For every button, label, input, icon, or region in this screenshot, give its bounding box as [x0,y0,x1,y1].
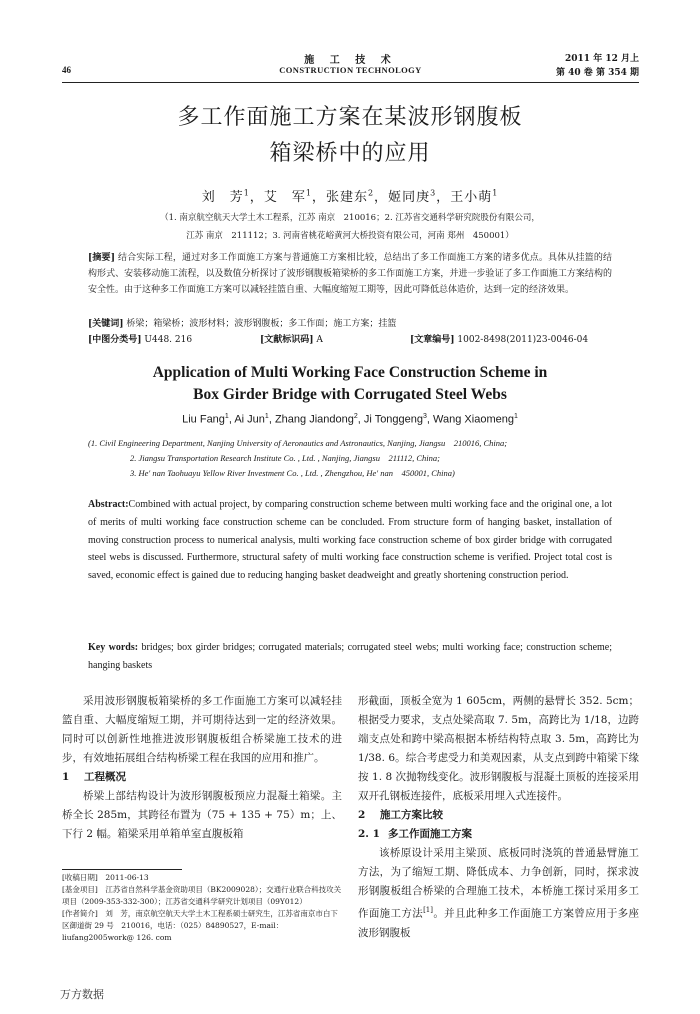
section-title: 工程概况 [84,771,126,783]
section-title: 施工方案比较 [380,809,443,821]
article-label: [文章编号] [410,335,455,345]
author-cn: 张建东 [325,190,368,205]
section-1-heading [62,768,342,787]
section-2-heading [358,806,639,825]
author-en: Zhang Jiandong [274,413,354,426]
doc-label: [文献标识码] [260,335,314,345]
affiliation-cn-line-2: 江苏 南京 211112；3. 河南省桃花峪黄河大桥投资有限公司，河南 郑州 450001） [186,231,514,241]
affiliation-en-line-1: (1. Civil Engineering Department, Nanjing University of Aeronautics and Astronautics, Nanjing, Jiangsu 210016, China; [88,438,508,448]
author-separator: ， [311,190,326,205]
section-2-1-heading [358,825,639,844]
author-affil-mark: 1 [224,413,229,420]
abstract-en-text: Combined with actual project, by comparing construction scheme between multi working face and the original one, a lot of merits of multi working face construction scheme can be concluded. From structure form of hanging basket, installation of moving construction process to numerical analysis, multi working face construction scheme of box girder bridge with corrugated steel webs is discussed. Furthermore, structural safety of multi working face construction scheme is verified. Project total cost is saved, economic effect is gained due to reducing hanging basket deadweight and greatly shortening construction period. [88,499,612,582]
paper-title-cn [60,100,640,172]
author-cn: 姬同庚 [388,190,431,205]
keywords-cn [88,316,612,332]
author-affil-mark: 2 [367,188,375,198]
keywords-cn-text: 桥梁；箱梁桥；波形材料；波形钢腹板；多工作面；施工方案；挂篮 [126,319,397,329]
author-affil-mark: 3 [430,188,437,198]
author-affil-mark: 2 [353,413,358,420]
author-affil-mark: 1 [305,188,312,198]
journal-name-en: CONSTRUCTION TECHNOLOGY [279,65,422,75]
abstract-en [88,496,612,585]
section-number: 2 [358,809,366,821]
footnotes [62,872,342,944]
affiliation-cn-line-1: （1. 南京航空航天大学土木工程系，江苏 南京 210016；2. 江苏省交通科学研究院股份有限公司， [160,213,540,223]
author-separator: ， [374,190,389,205]
author-affil-mark: 3 [423,413,427,420]
paper-title-en [60,362,640,406]
author-affil-mark: 1 [492,188,499,198]
author-en: Ai Jun [234,413,265,426]
document-code [260,332,323,348]
keywords-en-text: bridges; box girder bridges; corrugated materials; corrugated steel webs; multi working face; construction scheme; hanging baskets [88,642,613,671]
right-paragraph-2 [358,844,639,943]
issue-date: 2011 年 12 月上 [565,54,639,64]
clc-label: [中图分类号] [88,335,142,345]
author-affil-mark: 1 [264,413,269,420]
authors-cn [60,186,640,205]
header-rule [62,82,639,83]
affiliation-en-line-3: 3. He' nan Taohuayu Yellow River Investment Co. , Ltd. , Zhengzhou, He' nan 450001, China) [130,468,455,478]
title-en-line-2: Box Girder Bridge with Corrugated Steel Webs [193,386,507,403]
author-en: Liu Fang [182,413,225,426]
intro-paragraph: 采用波形钢腹板箱梁桥的多工作面施工方案可以减轻挂篮自重、大幅度缩短工期，并可期待达到一定的经济效果。同时可以创新性地推进波形钢腹板组合桥梁施工技术的进步，有效地拓展组合结构桥梁工程在我国的应用和推广。 [62,695,342,764]
running-header [62,48,639,82]
clc-number [88,332,192,348]
body-column-left [62,692,342,844]
footnote-fund: [基金项目] 江苏省自然科学基金资助项目（BK2009028）；交通行业联合科技攻关项目（2009-353-332-300）；江苏省交通科学研究计划项目（09Y012） [62,885,342,906]
abstract-cn [88,250,612,298]
author-separator: ， [249,190,264,205]
body-column-right [358,692,639,943]
title-cn-line-1: 多工作面施工方案在某波形钢腹板 [177,105,523,130]
clc-value: U448. 216 [144,335,193,345]
section-1-paragraph: 桥梁上部结构设计为波形钢腹板预应力混凝土箱梁。主桥全长 285m，其跨径布置为（75 + 135 + 75）m；上、下行 2 幅。箱梁采用单箱单室直腹板箱 [62,790,342,840]
author-en: Wang Xiaomeng [433,413,514,426]
footnote-author: [作者简介] 刘 芳，南京航空航天大学土木工程系硕士研究生，江苏省南京市白下区御道街 29 号 210016，电话：（025）84890527，E-mail：liufang2005work@ 126. com [62,909,338,942]
watermark-wanfang: 万方数据 [60,988,104,1001]
issue-volume: 第 40 卷 第 354 期 [556,68,639,78]
title-cn-line-2: 箱梁桥中的应用 [269,141,431,166]
keywords-en-label: Key words: [88,642,139,653]
abstract-en-label: Abstract: [88,499,129,510]
author-affil-mark: 1 [243,188,250,198]
keywords-cn-label: [关键词] [88,319,124,329]
right-paragraph-2-text: 该桥原设计采用主梁顶、底板同时浇筑的普通悬臂施工方法，为了缩短工期、降低成本、力争创新，同时，探求波形钢腹板组合桥梁的合理施工技术，本桥施工探讨采用多工作面施工方法 [358,847,639,920]
keywords-en [88,639,612,675]
citation-ref[interactable]: [1] [423,906,433,914]
section-number: 2. 1 [358,828,380,840]
abstract-cn-label: [摘要] [88,253,115,263]
article-value: 1002-8498(2011)23-0046-04 [457,335,589,345]
page-number: 46 [62,65,71,75]
right-paragraph-2-tail: 。并且此种多工作面施工方案曾应用于多座波形钢腹板 [358,907,640,939]
author-separator: ， [436,190,451,205]
author-cn: 刘 芳 [201,190,244,205]
affiliation-en-line-2: 2. Jiangsu Transportation Research Institute Co. , Ltd. , Nanjing, Jiangsu 211112, China; [130,453,440,463]
author-affil-mark: 1 [513,413,518,420]
article-number [410,332,588,348]
footnote-received: [收稿日期] 2011-06-13 [62,873,149,882]
abstract-cn-text: 结合实际工程，通过对多工作面施工方案与普通施工方案相比较，总结出了多工作面施工方案的诸多优点。具体从挂篮的结构形式、安装移动施工流程，以及数值分析探讨了波形钢腹板箱梁桥的多工作面施工方案，并进一步验证了多工作面施工方案结构的安全性。由于这种多工作面施工方案可以减轻挂篮自重、大幅度缩短工期等，因此可降低总体造价，达到一定的经济效果。 [88,253,612,295]
doc-value: A [316,335,323,345]
title-en-line-1: Application of Multi Working Face Construction Scheme in [152,364,548,381]
author-cn: 王小萌 [450,190,493,205]
author-en: Ji Tonggeng [363,413,424,426]
footnote-rule [62,869,182,870]
section-number: 1 [62,771,70,783]
authors-en: Liu Fang$^1$, Ai Jun$^1$, Zhang Jiandong$^2$, Ji Tonggeng$^3$, Wang Xiaomeng$^1$ [182,413,518,426]
right-paragraph-1: 形截面，顶板全宽为 1 605cm，两侧的悬臂长 352. 5cm；根据受力要求，支点处梁高取 7. 5m，高跨比为 1/18，边跨端支点处和跨中梁高根据本桥结构特点取 3. 5m，高跨比为 1/38. 6。综合考虑受力和美观因素，从支点到跨中箱梁下缘按 1. 8 次抛物线变化。波形钢腹板与混凝土顶板的连接采用双开孔钢板连接件，底板采用埋入式连接件。 [358,695,639,802]
section-title: 多工作面施工方案 [388,828,472,840]
author-cn: 艾 军 [263,190,306,205]
journal-name-cn: 施 工 技 术 [304,55,397,66]
